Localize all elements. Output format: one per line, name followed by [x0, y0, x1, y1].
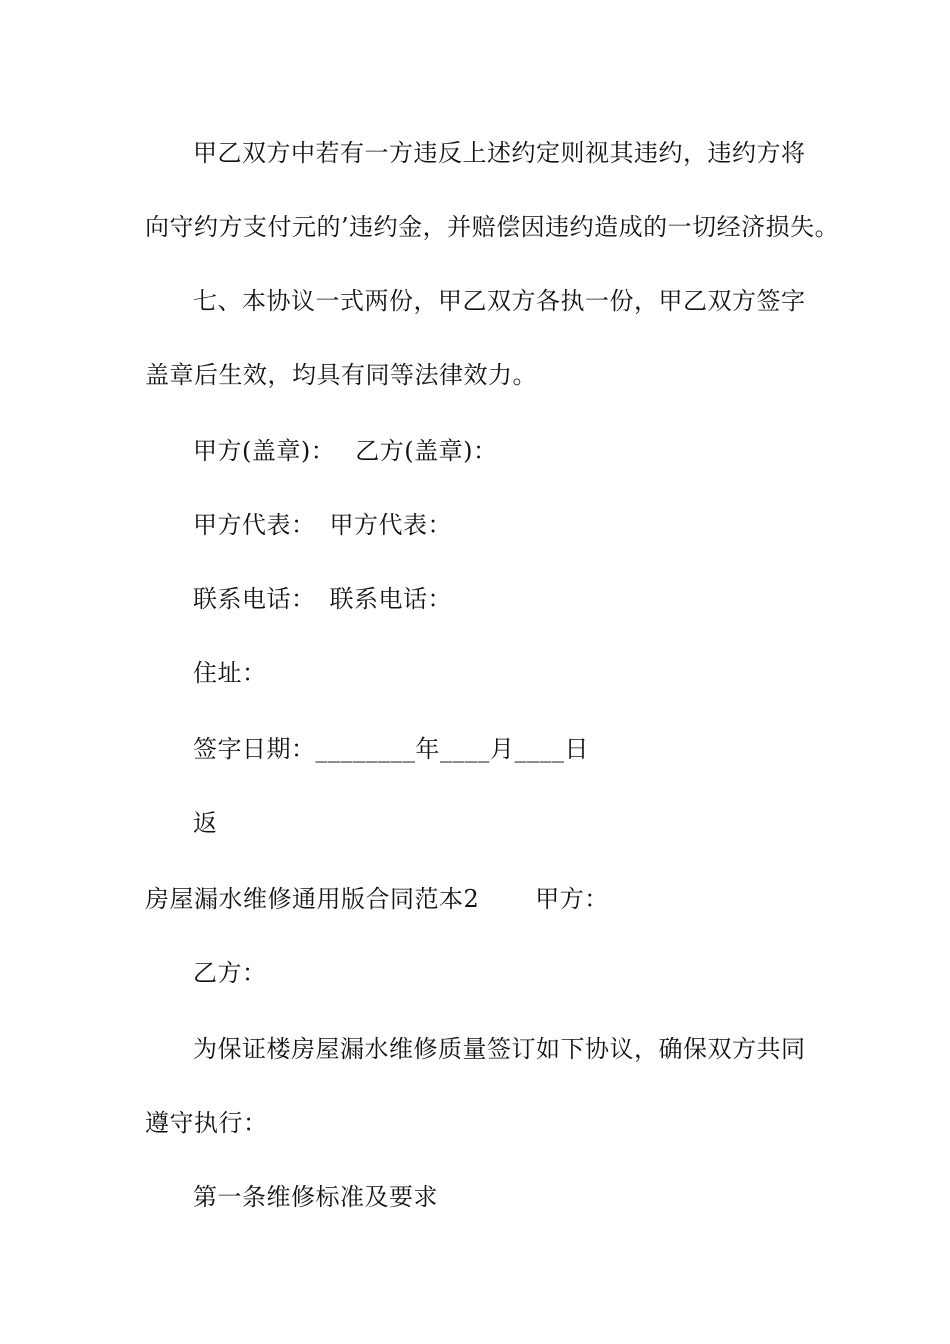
party-b-phone-label: 联系电话：: [329, 585, 452, 613]
contract-2-party-b-label: 乙方：: [193, 959, 267, 987]
representative-row: [193, 510, 452, 540]
back-link[interactable]: 返: [193, 809, 218, 837]
party-a-representative-label: 甲方代表：: [193, 511, 316, 539]
clause-seven-line-2: 盖章后生效，均具有同等法律效力。: [145, 361, 537, 389]
breach-clause-line-1: 甲乙双方中若有一方违反上述约定则视其违约，违约方将: [193, 139, 806, 167]
party-b-seal-label: 乙方(盖章)：: [355, 437, 498, 465]
party-seal-row: [193, 436, 497, 466]
contract-2-title: 房屋漏水维修通用版合同范本2: [145, 885, 480, 913]
article-one-heading: 第一条维修标准及要求: [193, 1183, 438, 1211]
contract-2-heading-row: [145, 884, 609, 914]
signature-date-line: 签字日期：________年____月____日: [193, 735, 589, 763]
contract-2-intro-line-1: 为保证楼房屋漏水维修质量签订如下协议，确保双方共同: [193, 1035, 806, 1063]
contract-2-intro-line-2: 遵守执行：: [145, 1109, 268, 1137]
phone-row: [193, 584, 452, 614]
clause-seven-line-1: 七、本协议一式两份，甲乙双方各执一份，甲乙双方签字: [193, 287, 806, 315]
party-a-phone-label: 联系电话：: [193, 585, 316, 613]
party-b-representative-label: 甲方代表：: [329, 511, 452, 539]
contract-2-party-a-label: 甲方：: [535, 885, 609, 913]
address-label: 住址：: [193, 659, 267, 687]
party-a-seal-label: 甲方(盖章)：: [193, 437, 336, 465]
breach-clause-line-2: 向守约方支付元的’违约金，并赔偿因违约造成的一切经济损失。: [145, 213, 840, 241]
